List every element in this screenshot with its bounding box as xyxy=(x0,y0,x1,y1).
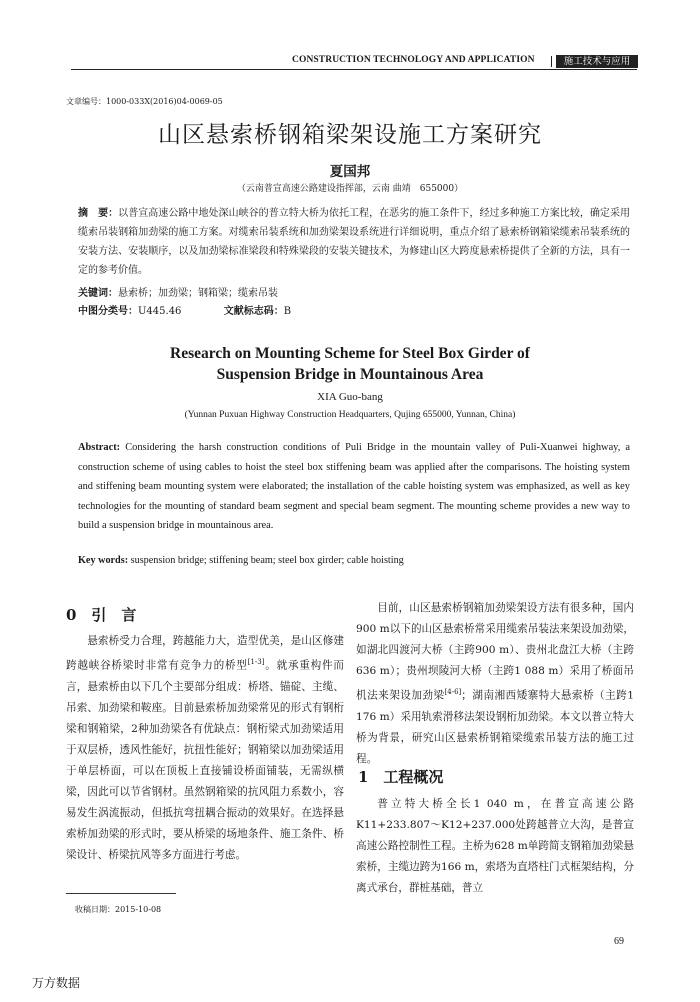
keywords-en xyxy=(78,555,404,566)
keywords-en-text: suspension bridge; stiffening beam; steel box girder; cable hoisting xyxy=(130,555,404,566)
classification-line xyxy=(78,302,291,317)
article-number: 文章编号：1000-033X(2016)04-0069-05 xyxy=(66,97,223,106)
header-rule xyxy=(71,69,637,70)
abstract-cn-text: 以普宣高速公路中地处深山峡谷的普立特大桥为依托工程，在恶劣的施工条件下，经过多种施工方案比较，确定采用缆索吊装钢箱加劲梁的施工方案。对缆索吊装系统和加劲梁架设系统进行详细说明，重点介绍了悬索桥钢箱梁缆索吊装系统的安装方法、安装顺序，以及加劲梁标准梁段和特殊梁段的安装关键技术，为修建山区大跨度悬索桥提供了全新的方法，具有一定的参考价值。 xyxy=(78,208,631,276)
right-column xyxy=(356,598,634,770)
title-en-line1: Research on Mounting Scheme for Steel Box Girder of xyxy=(170,345,530,362)
affiliation-cn: （云南普宣高速公路建设指挥部，云南 曲靖 655000） xyxy=(236,184,464,194)
keywords-cn-text: 悬索桥；加劲梁；钢箱梁；缆索吊装 xyxy=(118,288,278,299)
author-en: XIA Guo-bang xyxy=(317,391,383,403)
left-column xyxy=(66,631,344,866)
abstract-en-label: Abstract: xyxy=(78,442,121,453)
title-en-line2: Suspension Bridge in Mountainous Area xyxy=(216,366,484,383)
affiliation-en: (Yunnan Puxuan Highway Construction Headquarters, Qujing 655000, Yunnan, China) xyxy=(184,410,516,420)
clc-label: 中图分类号： xyxy=(78,306,138,317)
doc-code-label: 文献标志码： xyxy=(223,306,284,317)
header-separator xyxy=(551,56,552,67)
footnote-rule xyxy=(66,893,176,894)
intro-p1-end: 。就承重构件而言，悬索桥由以下几个主要部分组成：桥塔、锚碇、主缆、吊索、加劲梁和鞍座。目前悬索桥加劲梁常见的形式有钢桁梁和钢箱梁，2种加劲梁各有优缺点：钢桁梁式加劲梁适用于双层桥，透风性能好，抗扭性能好；钢箱梁以加劲梁适用于单层桥面，可以在顶板上直接铺设桥面铺装，无需纵横梁，因此可以节省钢材。虽然钢箱梁的抗风阻力系数小，容易发生涡流振动，但抵抗弯扭耦合振动的效果好。在选择悬索桥加劲梁的形式时，要从桥梁的场地条件、施工条件、桥梁设计、桥梁抗风等多方面进行考虑。 xyxy=(66,659,344,861)
received-date: 收稿日期：2015-10-08 xyxy=(75,905,162,914)
title-en xyxy=(0,343,700,385)
section-heading-intro: 0 引 言 xyxy=(66,606,137,624)
intro-p1-text: 悬索桥受力合理，跨越能力大，造型优美，是山区修建跨越峡谷桥梁时非常有竞争力的桥型 xyxy=(66,635,344,672)
keywords-en-label: Key words: xyxy=(78,555,129,566)
overview-paragraph: 普立特大桥全长1 040 m，在普宣高速公路K11+233.807～K12+237.000处跨越普立大沟，是普宣高速公路控制性工程。主桥为628 m单跨简支钢箱加劲梁悬索桥，主缆边跨为166 m，索塔为直塔柱门式框架结构，分离式承台，群桩基础，普立 xyxy=(356,798,634,894)
abstract-cn xyxy=(78,204,630,280)
doc-code-value: B xyxy=(283,306,292,317)
keywords-cn xyxy=(78,284,278,299)
intro-p2-end: ；湖南湘西矮寨特大悬索桥（主跨1 176 m）采用轨索滑移法架设钢桁加劲梁。本文以普立特大桥为背景，研究山区悬索桥钢箱梁缆索吊装方法的施工过程。 xyxy=(356,689,634,765)
intro-p2-text: 目前，山区悬索桥钢箱加劲梁架设方法有很多种，国内900 m以下的山区悬索桥常采用缆索吊装法来架设加劲梁，如湖北四渡河大桥（主跨900 m）、贵州北盘江大桥（主跨636 m）；贵州坝陵河大桥（主跨1 088 m）采用了桥面吊机法来架设加劲梁 xyxy=(356,602,634,702)
watermark: 万方数据 xyxy=(32,976,81,990)
overview-body xyxy=(356,794,634,899)
clc-value: U445.46 xyxy=(138,306,182,317)
abstract-cn-label: 摘 要： xyxy=(78,208,119,219)
page-number: 69 xyxy=(614,936,624,947)
citation: [4-6] xyxy=(444,688,462,696)
intro-paragraph-2 xyxy=(356,598,634,770)
title-cn: 山区悬索桥钢箱梁架设施工方案研究 xyxy=(158,122,542,148)
author-cn: 夏国邦 xyxy=(329,164,371,180)
intro-paragraph-1 xyxy=(66,631,344,866)
citation: [1-3] xyxy=(247,658,265,666)
abstract-en-text: Considering the harsh construction conditions of Puli Bridge in the mountain valley of Puli-Xuanwei highway, a construction scheme of using cables to hoist the steel box stiffening beam was applied after the comparisons. The hoisting system and stiffening beam mounting system were elaborated; the installation of the cable hoisting system was emphasized, as well as key technologies for the mounting of standard beam segment and special beam segment. The mounting scheme provides a new way to build a suspension bridge in mountainous area. xyxy=(78,442,630,531)
section-heading-overview: 1 工程概况 xyxy=(358,768,444,786)
keywords-cn-label: 关键词： xyxy=(78,288,118,299)
abstract-en xyxy=(78,438,630,536)
section-label-cn: 施工技术与应用 xyxy=(556,55,638,68)
journal-name-en: CONSTRUCTION TECHNOLOGY AND APPLICATION xyxy=(292,55,535,65)
